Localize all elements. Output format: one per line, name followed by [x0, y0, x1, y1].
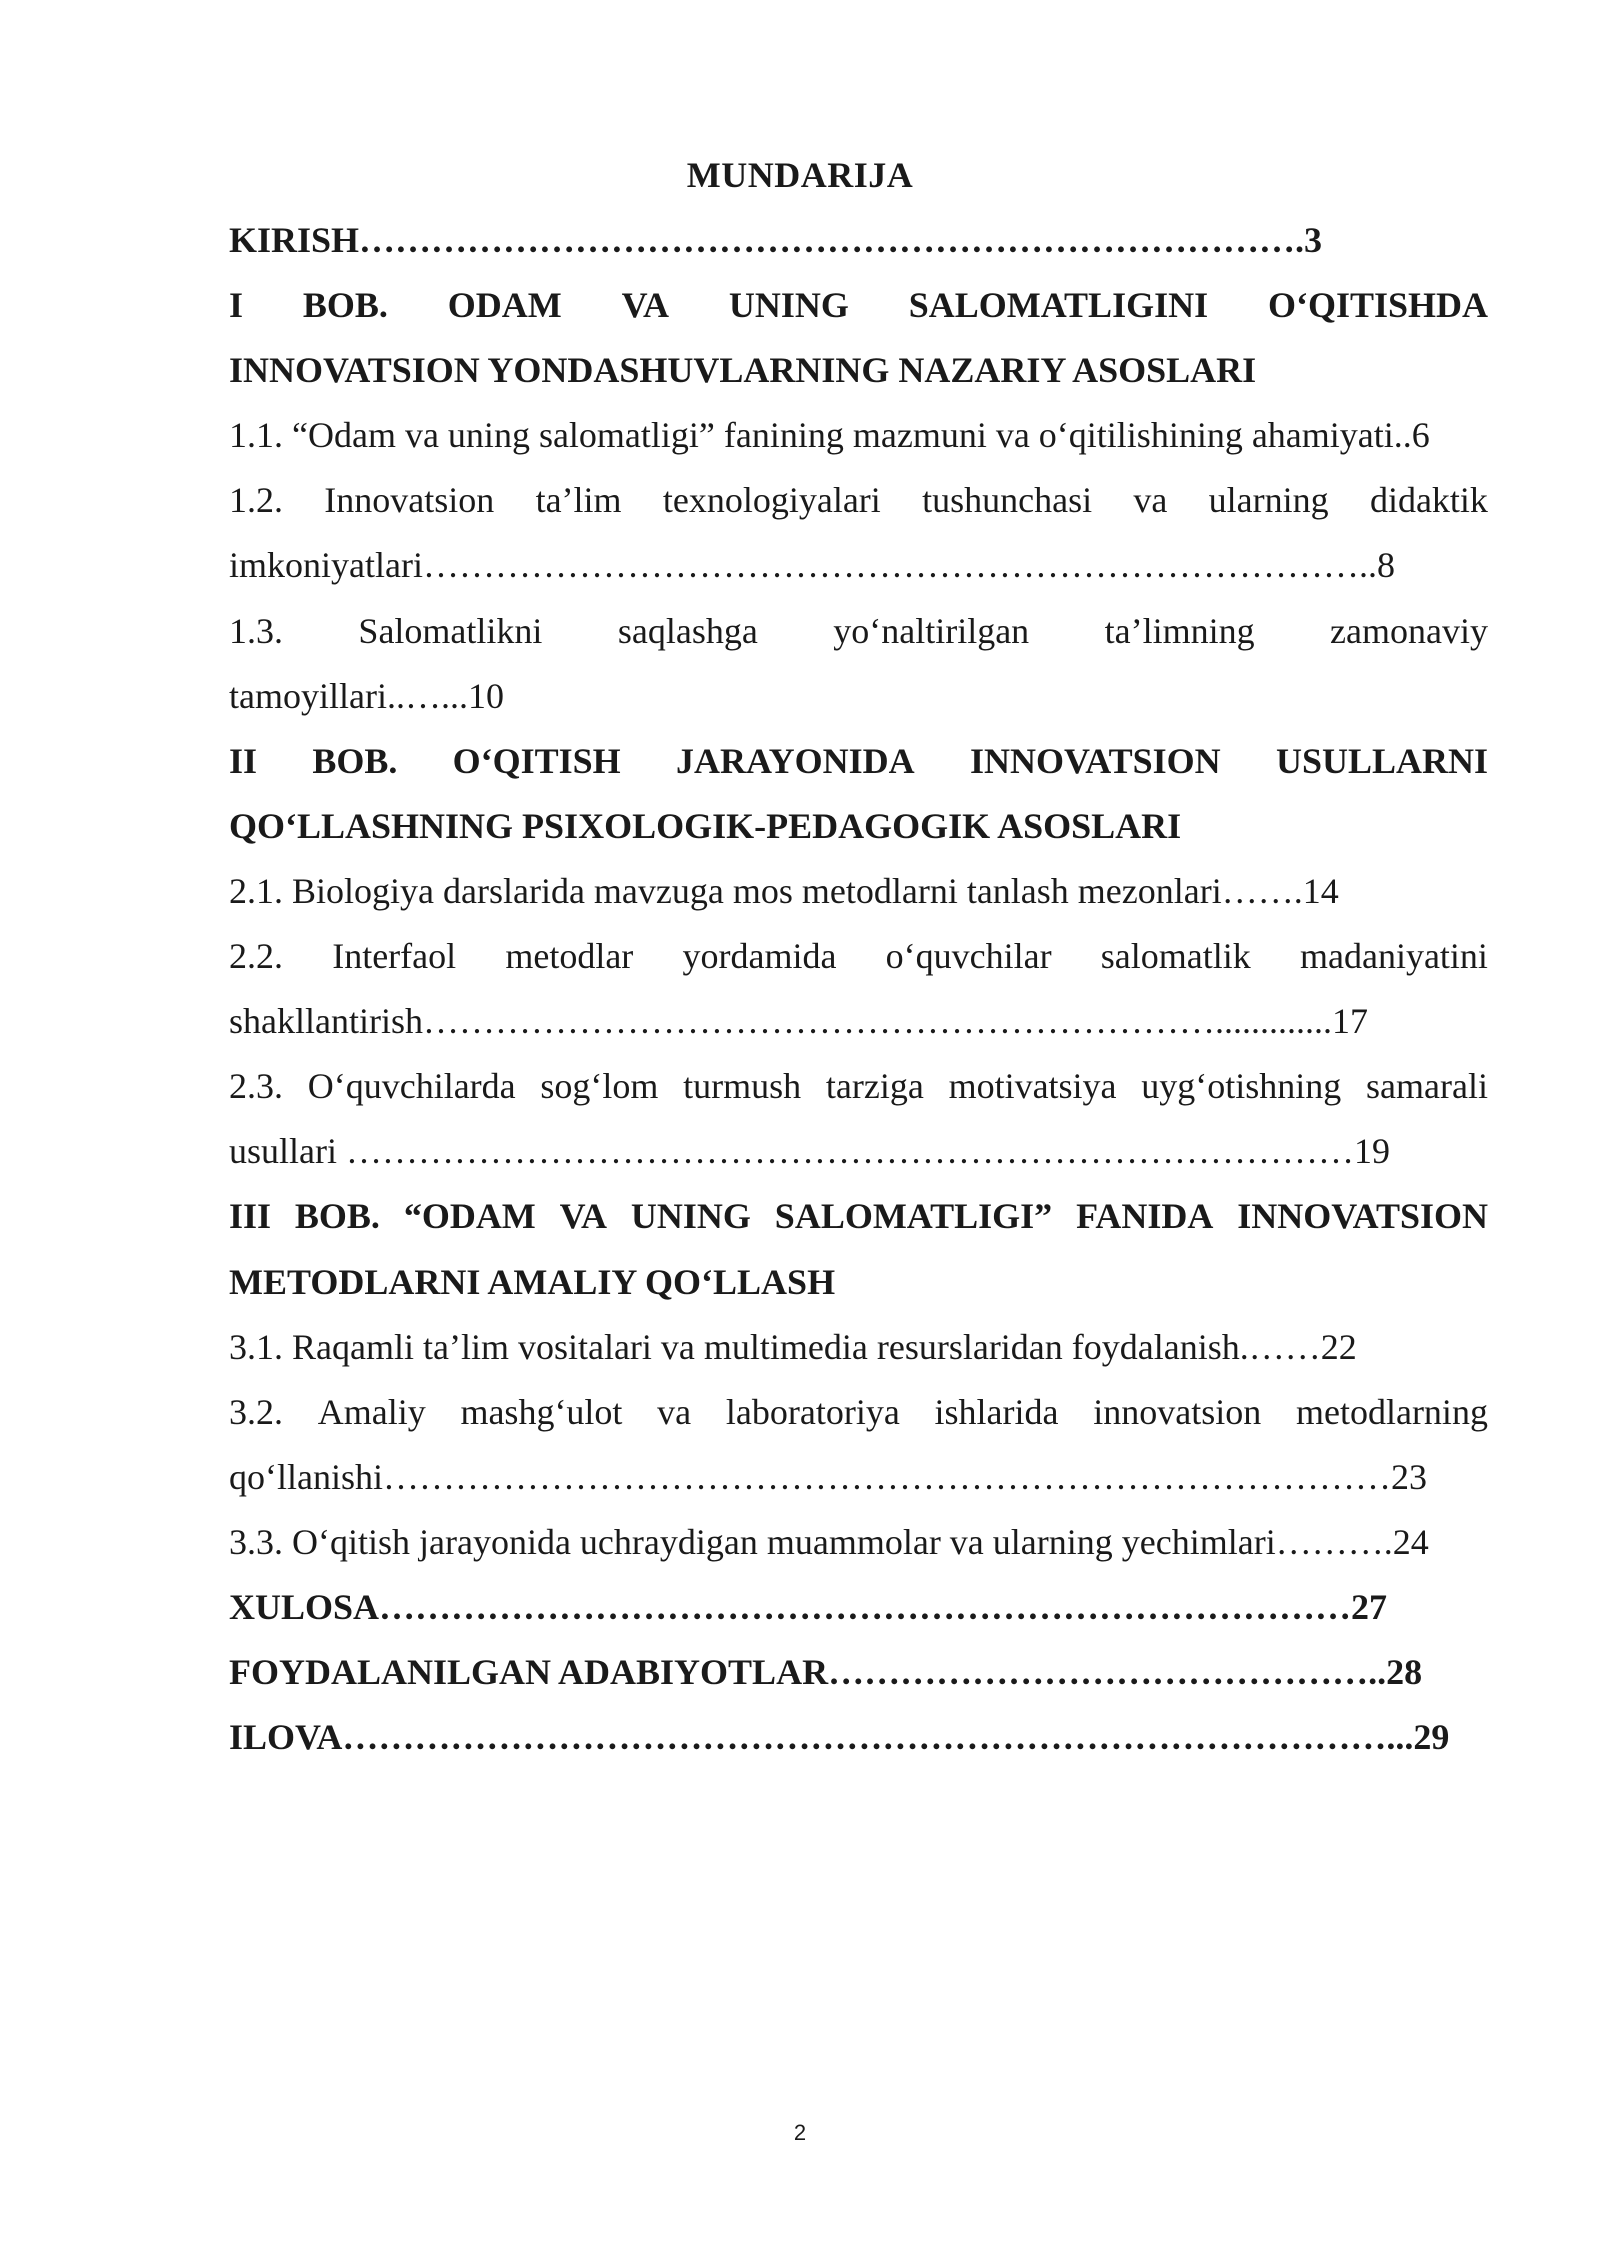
toc-word: 1.2.	[229, 480, 283, 521]
toc-word: va	[657, 1391, 692, 1432]
toc-word: samarali	[1366, 1066, 1488, 1107]
toc-word: mashg‘ulot	[460, 1391, 623, 1432]
toc-word: texnologiyalari	[662, 480, 881, 521]
toc-word: FANIDA	[1076, 1196, 1214, 1237]
toc-section-1-3-line-2: tamoyillari..…...10	[229, 675, 504, 716]
toc-word: INNOVATSION	[969, 740, 1221, 781]
toc-word: madaniyatini	[1299, 936, 1488, 977]
toc-section-2-2-line-1	[229, 924, 1488, 989]
toc-section-1-2	[229, 468, 1488, 598]
toc-section-3-2	[229, 1380, 1488, 1510]
toc-word: turmush	[683, 1066, 802, 1107]
toc-word: O‘quvchilarda	[307, 1066, 516, 1107]
toc-chapter-3-line-2: METODLARNI AMALIY QO‘LLASH	[229, 1261, 836, 1302]
toc-entry-xulosa: XULOSA………………………………………………………………………27	[229, 1586, 1388, 1627]
toc-word: yo‘naltirilgan	[833, 610, 1030, 651]
toc-section-1-3	[229, 599, 1488, 729]
toc-section-2-2	[229, 924, 1488, 1054]
toc-word: II	[229, 740, 258, 781]
toc-word: ishlarida	[934, 1391, 1059, 1432]
toc-word: ODAM	[447, 285, 562, 326]
toc-section-1-1: 1.1. “Odam va uning salomatligi” fanining mazmuni va o‘qitilishining ahamiyati..6	[229, 415, 1430, 456]
toc-word: motivatsiya	[948, 1066, 1117, 1107]
toc-word: I	[229, 285, 244, 326]
toc-section-1-2-line-1	[229, 468, 1488, 533]
toc-section-2-2-line-2: shakllantirish………………………………………………………….............17	[229, 1001, 1368, 1042]
toc-word: BOB.	[302, 285, 388, 326]
toc-word: 1.3.	[229, 610, 283, 651]
toc-section-2-3	[229, 1054, 1488, 1184]
toc-word: zamonaviy	[1330, 610, 1488, 651]
toc-word: ularning	[1208, 480, 1329, 521]
toc-word: SALOMATLIGINI	[908, 285, 1209, 326]
toc-word: Interfaol	[332, 936, 457, 977]
toc-word: sog‘lom	[540, 1066, 659, 1107]
toc-word: 3.2.	[229, 1391, 283, 1432]
page-number: 2	[793, 2120, 807, 2145]
toc-word: o‘quvchilar	[885, 936, 1052, 977]
toc-entry-kirish: KIRISH…………………………………………………………………….3	[229, 220, 1323, 260]
toc-word: VA	[559, 1196, 608, 1237]
toc-chapter-1	[229, 273, 1488, 403]
toc-word: “ODAM	[403, 1196, 536, 1237]
toc-section-2-3-line-2: usullari …………………………………………………………………………19	[229, 1131, 1390, 1172]
toc-word: saqlashga	[617, 610, 758, 651]
toc-word: 2.2.	[229, 936, 283, 977]
toc-word: metodlarning	[1295, 1391, 1488, 1432]
toc-word: VA	[621, 285, 669, 326]
toc-word: USULLARNI	[1275, 740, 1488, 781]
toc-word: JARAYONIDA	[675, 740, 915, 781]
toc-chapter-2-line-2: QO‘LLASHNING PSIXOLOGIK-PEDAGOGIK ASOSLARI	[229, 805, 1182, 846]
toc-chapter-3	[229, 1184, 1488, 1314]
toc-word: O‘QITISHDA	[1267, 285, 1488, 326]
toc-word: SALOMATLIGI”	[774, 1196, 1053, 1237]
toc-word: BOB.	[294, 1196, 380, 1237]
toc-section-1-3-line-1	[229, 599, 1488, 664]
toc-chapter-3-line-1	[229, 1184, 1488, 1249]
toc-word: UNING	[630, 1196, 751, 1237]
toc-chapter-1-line-1	[229, 273, 1488, 338]
toc-word: salomatlik	[1100, 936, 1251, 977]
toc-chapter-1-line-2: INNOVATSION YONDASHUVLARNING NAZARIY ASOSLARI	[229, 350, 1257, 391]
toc-section-2-1: 2.1. Biologiya darslarida mavzuga mos metodlarni tanlash mezonlari…….14	[229, 870, 1339, 911]
toc-word: metodlar	[505, 936, 634, 977]
toc-word: uyg‘otishning	[1141, 1066, 1342, 1107]
toc-section-3-3: 3.3. O‘qitish jarayonida uchraydigan muammolar va ularning yechimlari……….24	[229, 1521, 1429, 1562]
toc-word: didaktik	[1369, 480, 1488, 521]
page-title: MUNDARIJA	[686, 155, 914, 195]
toc-word: BOB.	[312, 740, 398, 781]
toc-word: O‘QITISH	[452, 740, 621, 781]
toc-section-3-2-line-2: qo‘llanishi…………………………………………………………………………23	[229, 1456, 1427, 1497]
toc-entry-ilova: ILOVA……………………………………………………………………………...29	[229, 1717, 1450, 1758]
toc-word: INNOVATSION	[1237, 1196, 1488, 1237]
toc-word: ta’lim	[535, 480, 622, 521]
toc-word: III	[229, 1196, 272, 1237]
toc-section-2-3-line-1	[229, 1054, 1488, 1119]
toc-section-1-2-line-2: imkoniyatlari……………………………………………………………………..8	[229, 545, 1395, 586]
toc-word: va	[1133, 480, 1168, 521]
table-of-contents	[229, 208, 1488, 1770]
toc-word: Salomatlikni	[358, 610, 543, 651]
toc-word: ta’limning	[1104, 610, 1255, 651]
toc-word: yordamida	[682, 936, 837, 977]
toc-word: innovatsion	[1093, 1391, 1262, 1432]
toc-word: Innovatsion	[324, 480, 495, 521]
toc-word: Amaliy	[317, 1391, 426, 1432]
toc-word: tarziga	[825, 1066, 924, 1107]
toc-word: tushunchasi	[922, 480, 1093, 521]
toc-chapter-2	[229, 729, 1488, 859]
toc-section-3-2-line-1	[229, 1380, 1488, 1445]
toc-word: UNING	[728, 285, 849, 326]
toc-section-3-1: 3.1. Raqamli ta’lim vositalari va multimedia resurslaridan foydalanish.……22	[229, 1326, 1357, 1367]
toc-word: laboratoriya	[725, 1391, 900, 1432]
toc-entry-adabiyotlar: FOYDALANILGAN ADABIYOTLAR………………………………………..28	[229, 1652, 1423, 1693]
toc-chapter-2-line-1	[229, 729, 1488, 794]
toc-word: 2.3.	[229, 1066, 283, 1107]
